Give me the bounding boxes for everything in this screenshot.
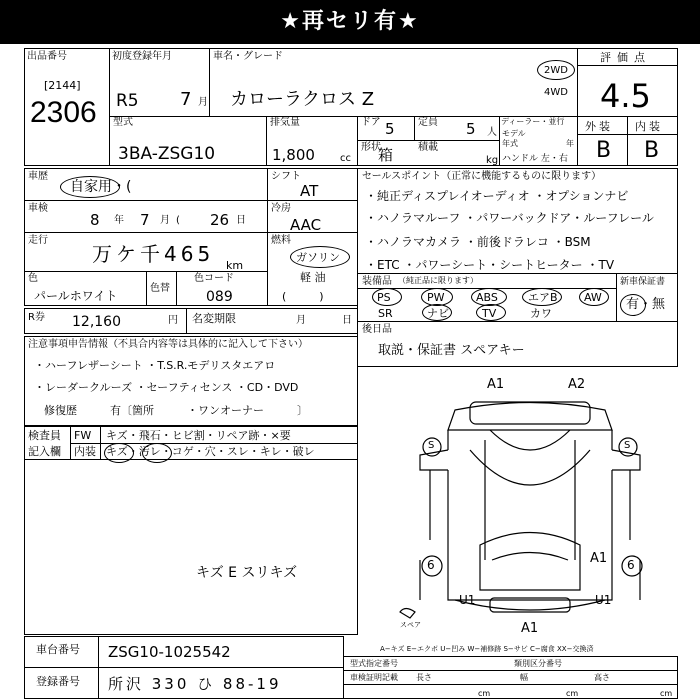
displacement-label: 排気量 — [270, 117, 300, 128]
int-value: B — [644, 138, 660, 163]
reg-month-unit: 月 — [198, 97, 208, 108]
fuel-paren: ( ) — [282, 290, 324, 303]
diagram-mark-4: S — [624, 440, 631, 451]
specs-cm-2: cm — [566, 689, 579, 698]
diagram-mark-9: U1 — [595, 593, 612, 607]
chassis-value: ZSG10-1025542 — [108, 643, 231, 661]
ext-value: B — [596, 138, 612, 163]
inspection-month-unit: 月 — [160, 215, 170, 226]
equip-airbag: エアB — [528, 291, 558, 304]
notes-line-3: 修復歴 有〔箇所 ・ワンオーナー 〕 — [44, 404, 308, 417]
fuel-gas: ガソリン — [296, 251, 340, 264]
inspection-paren: ( — [176, 215, 180, 226]
name-label: 車名・グレード — [213, 51, 283, 62]
model-year-unit: 年 — [566, 139, 574, 148]
capacity-label: 定員 — [418, 117, 438, 128]
specs-divider-h1 — [343, 670, 678, 671]
specs-cm-1: cm — [478, 689, 491, 698]
ac-label: 冷房 — [271, 203, 291, 214]
reg-label: 初度登録年月 — [112, 51, 172, 62]
notes-line-2: ・レーダークルーズ ・セーフティセンス ・CD・DVD — [34, 381, 299, 394]
plate-value: 所沢 330 ひ 88-19 — [108, 675, 282, 693]
lot-number: 2306 — [30, 96, 97, 129]
model-year-label1: モデル — [502, 129, 526, 138]
equip-sr: SR — [378, 307, 393, 320]
body-value: 箱 — [378, 146, 394, 164]
attachments-label: 後日品 — [362, 324, 392, 335]
notes-line-1: ・ハーフレザーシート ・T.S.R.モデリスタエアロ — [34, 359, 276, 372]
model-label: 型式 — [113, 117, 133, 128]
load-unit: kg — [486, 155, 499, 166]
registration-unit2: 日 — [342, 315, 352, 326]
use-label: 車歴 — [28, 171, 48, 182]
inspector-row-1: キズ・飛石・ヒビ割・リペア跡・×要 — [106, 429, 291, 442]
equip-tv: TV — [482, 307, 497, 320]
equip-navi: ナビ — [427, 307, 449, 320]
specs-cert: 車検証明記載 — [350, 673, 398, 682]
recycle-label: R券 — [28, 312, 45, 323]
color-code: 089 — [206, 289, 233, 305]
remark-value: キズ E スリキズ — [196, 565, 298, 581]
diagram-mark-5: A1 — [590, 551, 608, 566]
specs-height: 高さ — [594, 673, 610, 682]
inspection-label: 車検 — [28, 203, 48, 214]
doors-value: 5 — [385, 120, 395, 138]
inspector-internal: 内装 — [74, 445, 96, 458]
drive-4wd: 4WD — [544, 87, 568, 98]
inspector-label-1: 検査員 — [28, 429, 61, 442]
model-value: 3BA-ZSG10 — [118, 144, 216, 164]
equip-aw: AW — [584, 291, 602, 304]
diagram-mark-8: U1 — [459, 593, 476, 607]
diagram-spare-tag: スペア — [400, 621, 421, 629]
equip-pw: PW — [427, 291, 445, 304]
inspector-row-2: キズ・汚レ・コゲ・穴・スレ・キレ・破レ — [106, 445, 315, 458]
chassis-divider — [98, 636, 99, 668]
lot-code: [2144] — [44, 79, 81, 92]
attachments-value: 取説・保証書 スペアキー — [378, 343, 525, 358]
diagram-mark-1: A1 — [487, 377, 505, 392]
drive-2wd: 2WD — [544, 65, 568, 76]
resale-banner: ★再セリ有★ — [0, 0, 700, 44]
specs-class-no: 類別区分番号 — [514, 659, 562, 668]
grade-label: 評価点 — [600, 51, 651, 64]
inspection-day: 26 — [210, 211, 230, 229]
plate-label: 登録番号 — [36, 675, 80, 688]
sales-line-4: ・ETC ・パワーシート・シートヒーター ・TV — [365, 258, 615, 272]
mileage-label: 走行 — [28, 235, 48, 246]
reg-year: R5 — [116, 91, 139, 111]
load-label: 積載 — [418, 142, 438, 153]
specs-divider-h2 — [343, 684, 678, 685]
diagram-mark-7: 6 — [627, 558, 635, 572]
shift-label: シフト — [271, 171, 301, 182]
sales-line-1: ・純正ディスプレイオーディオ ・オプションナビ — [365, 189, 629, 203]
inspection-year: 8 — [90, 211, 100, 229]
inspector-fw: FW — [74, 429, 92, 442]
capacity-unit: 人 — [487, 127, 497, 138]
specs-width: 幅 — [520, 673, 528, 682]
chassis-label: 車台番号 — [36, 643, 80, 656]
doors-label: ドア — [361, 117, 381, 128]
equipment-label: 装備品 — [362, 276, 392, 287]
notes-label: 注意事項申告情報（不具合内容等は具体的に記入して下さい） — [28, 339, 308, 350]
mileage-unit: km — [226, 259, 244, 272]
warranty-value: 有・無 — [626, 297, 666, 312]
grade-value: 4.5 — [600, 77, 651, 115]
inspector-label-2: 記入欄 — [28, 445, 61, 458]
inspection-year-unit: 年 — [114, 215, 124, 226]
mileage-value: 万ケ千465 — [92, 242, 215, 266]
specs-length: 長さ — [416, 673, 432, 682]
inspection-day-unit: 日 — [236, 215, 246, 226]
inspection-month: 7 — [140, 211, 150, 229]
plate-divider — [98, 667, 99, 699]
capacity-value: 5 — [466, 120, 476, 138]
use-value: 自家用・( — [70, 179, 132, 195]
model-year-label2: 年式 — [502, 139, 518, 148]
specs-type-no: 型式指定番号 — [350, 659, 398, 668]
warranty-label: 新車保証書 — [620, 277, 666, 287]
recycle-unit: 円 — [168, 315, 178, 326]
displacement-unit: cc — [340, 153, 351, 164]
name-value: カローラクロス Z — [230, 89, 375, 110]
specs-cm-3: cm — [660, 689, 673, 698]
sales-line-3: ・ハノラマカメラ ・前後ドラレコ ・BSM — [365, 235, 591, 249]
diagram-mark-10: A1 — [521, 621, 539, 636]
int-label: 内装 — [635, 120, 663, 133]
lot-label: 出品番号 — [27, 51, 67, 62]
equip-leather: カワ — [530, 307, 552, 320]
diagram-mark-3: S — [428, 440, 435, 451]
color-label: 色 — [28, 273, 38, 284]
color-code-label: 色コード — [194, 273, 234, 284]
sales-line-2: ・ハノラマルーフ ・パワーバックドア・ルーフレール — [365, 211, 654, 225]
ext-label: 外装 — [585, 120, 613, 133]
legend-text: A−キズ E−エクボ U−凹み W−補修跡 S−サビ C−腐食 XX−交換済 — [380, 645, 594, 653]
fuel-diesel: 軽 油 — [300, 271, 326, 284]
displacement-value: 1,800 — [272, 146, 315, 164]
color-swap-label: 色替 — [150, 283, 170, 294]
diagram-mark-6: 6 — [427, 558, 435, 572]
equipment-note: （純正品に限ります） — [398, 276, 478, 285]
body-label: 形状 — [361, 142, 381, 153]
sales-label: セールスポイント（正常に機能するものに限ります） — [362, 171, 602, 182]
dealer-label: ディーラー・並行 — [501, 117, 565, 126]
equip-ps: PS — [377, 291, 391, 304]
recycle-value: 12,160 — [72, 314, 121, 330]
equip-abs: ABS — [476, 291, 498, 304]
color-value: パールホワイト — [34, 289, 118, 303]
shift-value: AT — [300, 182, 319, 200]
diagram-mark-2: A2 — [568, 377, 586, 392]
reg-month: 7 — [180, 89, 192, 110]
registration-label: 名変期限 — [192, 312, 236, 325]
handle-label: ハンドル 左・右 — [502, 154, 568, 164]
ac-value: AAC — [290, 216, 322, 234]
fuel-label: 燃料 — [271, 235, 291, 246]
registration-unit1: 月 — [296, 315, 306, 326]
